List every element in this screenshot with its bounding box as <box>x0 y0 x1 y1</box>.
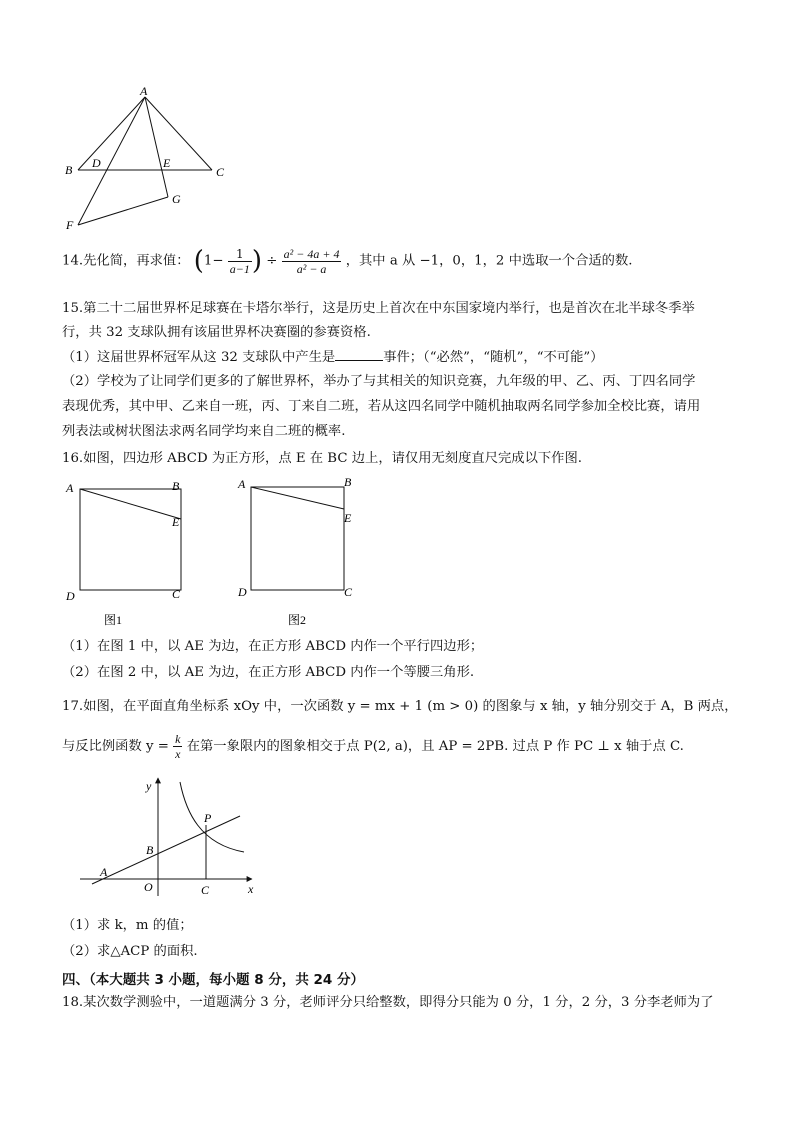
section-4-title: 四、（本大题共 3 小题，每小题 8 分，共 24 分） <box>62 972 365 988</box>
fig2-label-A: A <box>238 477 246 491</box>
q17-line-2 <box>62 730 684 764</box>
q14-f2-den: a² − a <box>296 261 327 276</box>
q14-fraction-1 <box>228 247 252 276</box>
q15-line-2: 行，共 32 支球队拥有该届世界杯决赛圈的参赛资格. <box>62 325 371 340</box>
fig2-label-E: E <box>344 511 352 525</box>
q17-fraction <box>173 732 182 761</box>
q15-p1-before: （1）这届世界杯冠军从这 32 支球队中产生是 <box>62 350 336 365</box>
q17-line-1: 17.如图，在平面直角坐标系 xOy 中，一次函数 y = mx + 1 (m > 0) 的图象与 x 轴，y 轴分别交于 A，B 两点， <box>62 699 738 714</box>
axis-x-label: x <box>248 882 254 896</box>
fig2-label-D: D <box>238 585 247 599</box>
fig2-label-C: C <box>344 585 353 599</box>
label-D: D <box>92 156 101 170</box>
q14-one: 1 <box>203 253 213 269</box>
fig1-label-D: D <box>66 589 75 603</box>
paren-open: ( <box>193 246 204 276</box>
q16-stem: 16.如图，四边形 ABCD 为正方形，点 E 在 BC 边上，请仅用无刻度直尺完成以下作图. <box>62 451 582 466</box>
q15-line-1: 15.第二十二届世界杯足球赛在卡塔尔举行，这是历史上首次在中东国家境内举行，也是首次在北半球冬季举 <box>62 301 695 316</box>
origin-label: O <box>144 880 153 894</box>
coordinate-figure <box>76 772 266 902</box>
point-P-label: P <box>204 811 212 825</box>
q15-part-2-line-1: （2）学校为了让同学们更多的了解世界杯，举办了与其相关的知识竞赛，九年级的甲、乙、丙、丁四名同学 <box>62 374 696 389</box>
q14-div: ÷ <box>266 253 278 269</box>
fig2-caption: 图2 <box>288 613 307 627</box>
label-A: A <box>140 85 148 98</box>
fig1-label-B: B <box>172 479 180 493</box>
fig1-label-C: C <box>172 587 181 601</box>
q14-minus: − <box>212 253 224 269</box>
q17-line2-before: 与反比例函数 y = <box>62 739 169 754</box>
fig1-label-E: E <box>172 515 180 529</box>
label-G: G <box>172 192 181 206</box>
square-figure-1 <box>58 472 208 632</box>
q14-fraction-2 <box>282 247 342 276</box>
point-B-label: B <box>146 843 154 857</box>
point-C-label: C <box>201 883 210 897</box>
q17-line2-after: 在第一象限内的图象相交于点 P(2, a)，且 AP = 2PB. 过点 P 作 PC ⊥ x 轴于点 C. <box>186 739 684 754</box>
q17-frac-num: k <box>175 732 181 746</box>
fig1-label-A: A <box>66 481 74 495</box>
q17-part-1: （1）求 k，m 的值； <box>62 918 193 933</box>
axis-y-label: y <box>146 779 152 793</box>
label-F: F <box>66 218 74 232</box>
q14-suffix: ，其中 a 从 −1，0，1，2 中选取一个合适的数. <box>345 253 633 269</box>
q15-part-2-line-3: 列表法或树状图法求两名同学均来自二班的概率. <box>62 424 346 439</box>
q14-f2-num: a² − 4a + 4 <box>283 246 340 261</box>
q16-part-2: （2）在图 2 中，以 AE 为边，在正方形 ABCD 内作一个等腰三角形. <box>62 665 475 680</box>
point-A-label: A <box>100 865 108 879</box>
q14-f1-den: a−1 <box>229 261 250 276</box>
label-B: B <box>65 163 73 177</box>
q14-prefix: 14.先化简，再求值： <box>62 253 190 269</box>
answer-blank <box>335 348 383 361</box>
square-figure-2 <box>228 472 378 632</box>
label-E: E <box>163 156 171 170</box>
triangle-figure <box>60 85 240 235</box>
q14-f1-num: 1 <box>228 247 252 262</box>
q15-part-1 <box>62 348 603 367</box>
q15-part-2-line-2: 表现优秀，其中甲、乙来自一班，丙、丁来自二班，若从这四名同学中随机抽取两名同学参加全校比赛，请用 <box>62 399 701 414</box>
q16-part-1: （1）在图 1 中，以 AE 为边，在正方形 ABCD 内作一个平行四边形； <box>62 639 484 654</box>
fig2-label-B: B <box>344 475 352 489</box>
q18-line-1: 18.某次数学测验中，一道题满分 3 分，老师评分只给整数，即得分只能为 0 分，1 分，2 分，3 分李老师为了 <box>62 995 714 1010</box>
q15-p1-after: 事件；（“必然”，“随机”，“不可能”） <box>383 350 604 365</box>
question-14 <box>62 246 633 277</box>
q17-part-2: （2）求△ACP 的面积. <box>62 944 198 959</box>
paren-close: ) <box>251 246 263 276</box>
q17-frac-den: x <box>175 747 181 761</box>
fig1-caption: 图1 <box>104 613 123 627</box>
label-C: C <box>216 165 225 179</box>
